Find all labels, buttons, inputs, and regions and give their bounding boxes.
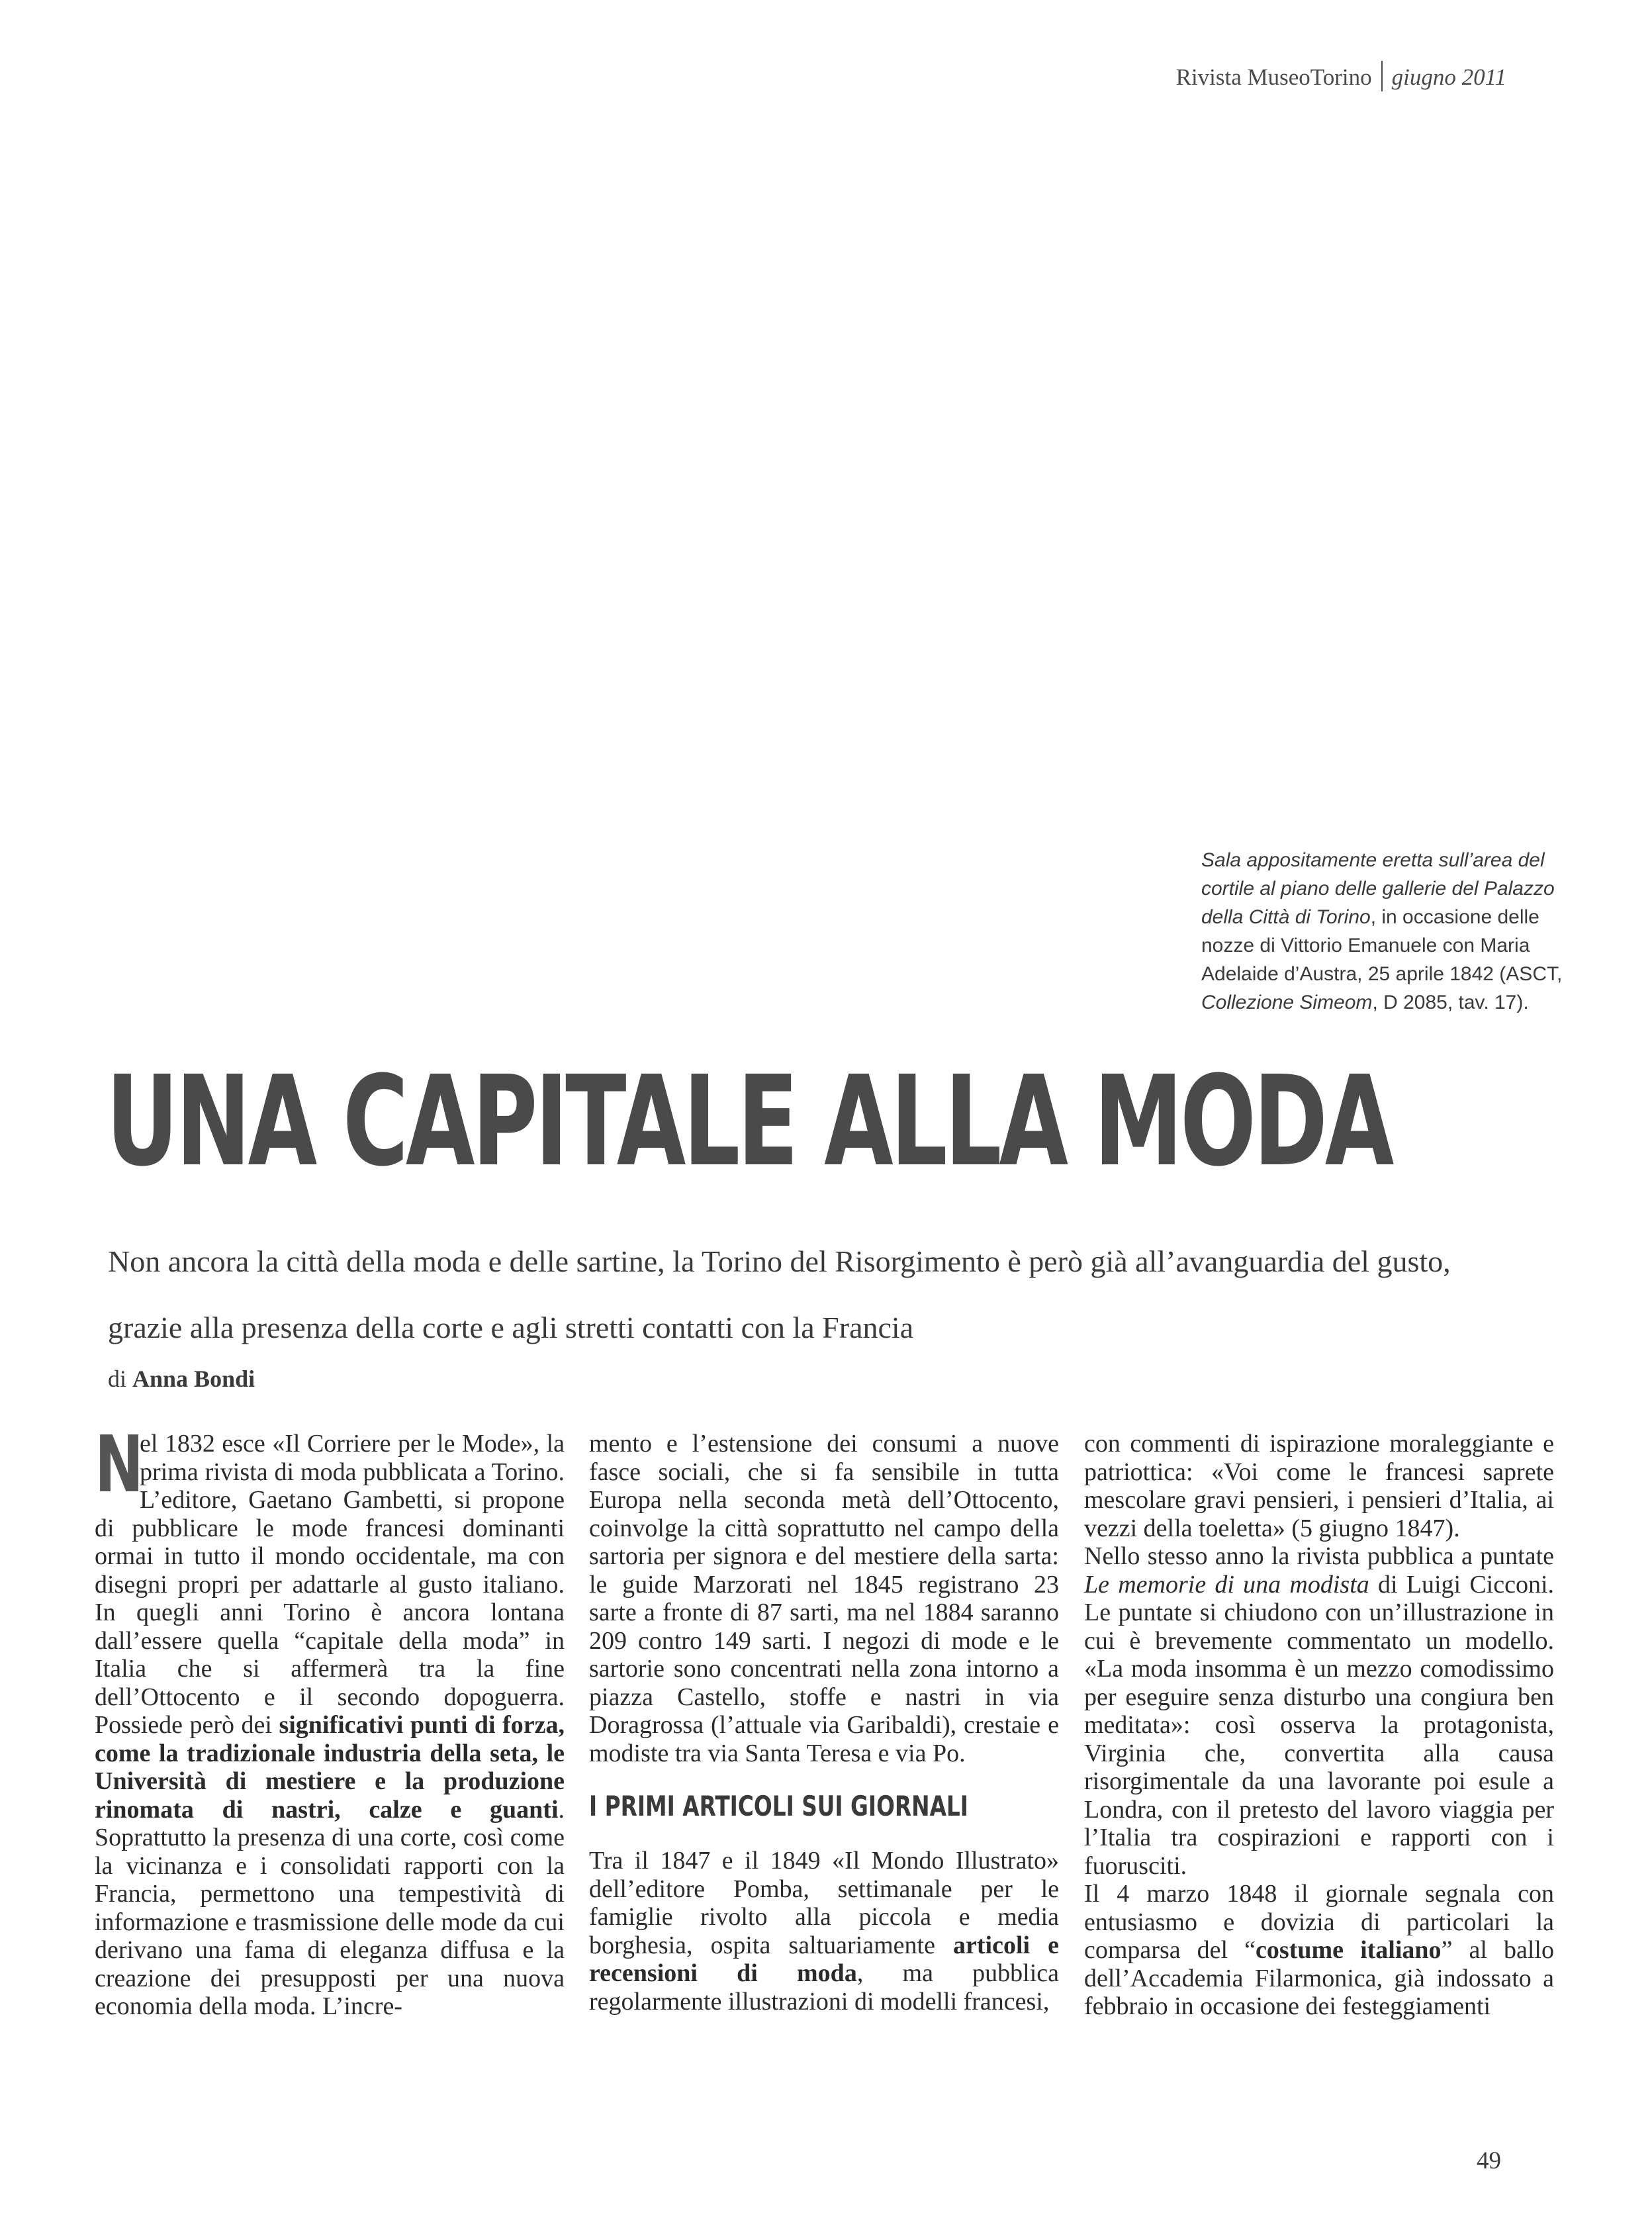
image-caption [1201,846,1572,1017]
paragraph: con commenti di ispirazione moraleggiante e patriottica: «Voi come le francesi saprete mescolare gravi pensieri, i pensieri d’Italia, ai vezzi della toeletta» (5 giugno 1847). [1084,1430,1554,1542]
paragraph-text: ” al ballo dell’Accademia Filarmonica, già indossato a febbraio in occasione dei festeggiamenti [1084,1936,1554,2020]
paragraph-text: . Soprattutto la presenza di una corte, così come la vicinanza e i consolidati rapporti con la Francia, permettono una tempestività di informazione e trasmissione delle mode da cui derivano una fama di eleganza diffusa e la creazione dei presupposti per una nuova economia della moda. L’incre- [95,1795,565,2020]
section-heading: I PRIMI ARTICOLI SUI GIORNALI [589,1790,969,1822]
illustration-area [0,113,1652,821]
running-header [1176,61,1506,91]
issue-date: giugno 2011 [1391,64,1506,90]
paragraph-bold-text: articoli e recensioni di moda [589,1931,1059,1987]
paragraph-italic-text: Le memorie di una modista [1084,1570,1369,1599]
article-subtitle: Non ancora la città della moda e delle sartine, la Torino del Risorgimento è però già all’avanguardia del gusto, grazie alla presenza della corte e agli stretti contatti con la Francia [108,1244,1451,1344]
paragraph [1084,1542,1554,1880]
page-number: 49 [1477,2147,1501,2174]
paragraph-text: di Luigi Cicconi. Le puntate si chiudono con un’illustrazione in cui è brevemente commentato un modello. «La moda insomma è un mezzo comodissimo per eseguire senza disturbo una congiura ben meditata»: così osserva la protagonista, Virginia che, convertita alla causa risorgimentale da una lavorante poi esule a Londra, con il pretesto del lavoro viaggia per l’Italia tra cospirazioni e rapporti con i fuorusciti. [1084,1570,1555,1880]
caption-collection: Collezione Simeom [1201,992,1373,1013]
paragraph-text: Nello stesso anno la rivista pubblica a puntate [1084,1542,1554,1570]
paragraph [589,1847,1059,2016]
paragraph-bold-text: costume italiano [1256,1936,1442,1964]
author-name: Anna Bondi [132,1366,255,1392]
paragraph: mento e l’estensione dei consumi a nuove fasce sociali, che si fa sensibile in tutta Europa nella seconda metà dell’Ottocento, coinvolge la città soprattutto nel campo della sartoria per signora e del mestiere della sarta: le guide Marzorati nel 1845 registrano 23 sarte a fronte di 87 sarti, ma nel 1884 saranno 209 contro 149 sarti. I negozi di mode e le sartorie sono concentrati nella zona intorno a piazza Castello, stoffe e nastri in via Doragrossa (l’attuale via Garibaldi), crestaie e modiste tra via Santa Teresa e via Po. [589,1430,1059,1767]
text-column-2 [589,1430,1059,2016]
caption-plain-part: , in occasione delle nozze di Vittorio Emanuele con Maria Adelaide d’Austra, 25 aprile 1842 (ASCT, [1201,906,1563,985]
paragraph [95,1418,565,2021]
paragraph-text: Tra il 1847 e il 1849 «Il Mondo Illustrato» dell’editore Pomba, settimanale per le famiglie rivolto alla piccola e media borghesia, ospita saltuariamente [589,1847,1059,1959]
paragraph-text: el 1832 esce «Il Corriere per le Mode», la prima rivista di moda pubblicata a Torino. L’editore, Gaetano Gambetti, si propone di pubblicare le mode francesi dominanti ormai in tutto il mondo occidentale, ma con disegni propri per adattarle al gusto italiano. In quegli anni Torino è ancora lontana dall’essere quella “capitale della moda” in Italia che si affermerà tra la fine dell’Ottocento e il secondo dopoguerra. Possiede però dei [95,1430,565,1739]
publication-name: Rivista MuseoTorino [1175,64,1372,90]
paragraph-text: , ma pubblica regolarmente illustrazioni di modelli francesi, [589,1959,1059,2016]
article-title: UNA CAPITALE ALLA MODA [106,1049,1392,1194]
text-column-3 [1084,1430,1554,2021]
caption-end: , D 2085, tav. 17). [1372,992,1529,1013]
paragraph [1084,1880,1554,2021]
header-separator [1381,61,1383,91]
paragraph-bold-text: significativi punti di forza, come la tradizionale industria della seta, le Università di mestiere e la produzione rinomata di nastri, calze e guanti [95,1711,565,1824]
caption-italic-part: Sala appositamente eretta sull’area del cortile al piano delle gallerie del Palazzo della Città di Torino [1201,849,1555,928]
byline-prefix: di [108,1366,127,1392]
paragraph-text: Il 4 marzo 1848 il giornale segnala con entusiasmo e dovizia di particolari la comparsa del “ [1084,1880,1554,1964]
byline [108,1365,255,1393]
text-column-1 [95,1418,565,2021]
drop-cap: N [95,1418,144,1510]
